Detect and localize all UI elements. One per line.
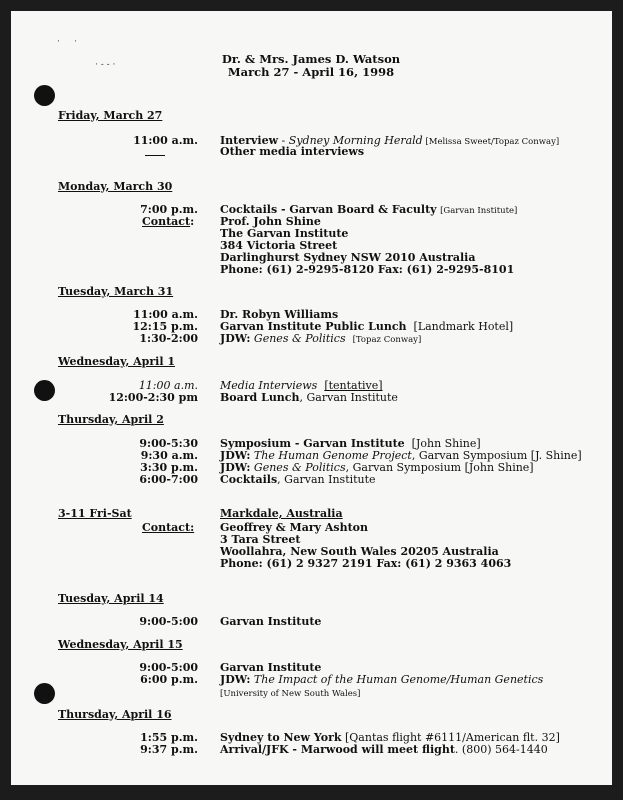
contact-street: 3 Tara Street	[220, 533, 301, 546]
event-time: 9:00-5:00	[139, 615, 198, 628]
event-text: Symposium - Garvan Institute [John Shine]	[220, 437, 481, 450]
event-time: 12:00-2:30 pm	[108, 391, 198, 404]
contact-city: Darlinghurst Sydney NSW 2010 Australia	[220, 251, 476, 264]
event-text: JDW: Genes & Politics, Garvan Symposium [John Shine]	[220, 461, 534, 474]
event-text: Arrival/JFK - Marwood will meet flight. (800) 564-1440	[220, 743, 548, 756]
day-heading: Wednesday, April 15	[58, 638, 183, 651]
event-time: 9:37 p.m.	[140, 743, 198, 756]
event-time: 9:00-5:30	[139, 437, 198, 450]
event-time: 11:00 a.m.	[133, 308, 198, 321]
contact-label: Contact:	[142, 215, 195, 228]
event-time: 7:00 p.m.	[140, 203, 198, 216]
day-heading: Tuesday, April 14	[58, 592, 164, 605]
event-note: [University of New South Wales]	[220, 689, 361, 699]
event-time: 6:00-7:00	[139, 473, 198, 486]
event-text: Cocktails, Garvan Institute	[220, 473, 376, 486]
contact-phone: Phone: (61) 2-9295-8120 Fax: (61) 2-9295-8101	[220, 263, 515, 276]
event-time: 1:30-2:00	[139, 332, 198, 345]
contact-label: Contact:	[142, 521, 195, 534]
event-time: 11:00 a.m.	[138, 379, 198, 392]
contact-city: Woollahra, New South Wales 20205 Australia	[220, 545, 499, 558]
contact-street: 384 Victoria Street	[220, 239, 338, 252]
event-text: Board Lunch, Garvan Institute	[220, 391, 398, 404]
event-time: 12:15 p.m.	[132, 320, 198, 333]
punch-hole	[34, 683, 55, 704]
event-text: Other media interviews	[220, 145, 365, 158]
event-text: Sydney to New York [Qantas flight #6111/American flt. 32]	[220, 731, 560, 744]
contact-name: Prof. John Shine	[220, 215, 321, 228]
day-heading: Tuesday, March 31	[58, 285, 174, 298]
event-text: Garvan Institute	[220, 615, 322, 628]
day-heading: Thursday, April 16	[58, 708, 172, 721]
event-text: Dr. Robyn Williams	[220, 308, 339, 321]
day-heading: Monday, March 30	[58, 180, 173, 193]
event-text: JDW: The Human Genome Project, Garvan Symposium [J. Shine]	[220, 449, 582, 462]
event-time: 9:00-5:00	[139, 661, 198, 674]
contact-name: Geoffrey & Mary Ashton	[220, 521, 368, 534]
day-heading: Thursday, April 2	[58, 413, 164, 426]
day-heading: Friday, March 27	[58, 109, 163, 122]
day-heading: Wednesday, April 1	[58, 355, 176, 368]
event-text: JDW: The Impact of the Human Genome/Human Genetics	[220, 673, 544, 686]
event-time: 11:00 a.m.	[133, 134, 198, 147]
event-text: Cocktails - Garvan Board & Faculty [Garvan Institute]	[220, 203, 518, 216]
header-name: Dr. & Mrs. James D. Watson	[221, 52, 401, 66]
contact-phone: Phone: (61) 2 9327 2191 Fax: (61) 2 9363 4063	[220, 557, 512, 570]
event-text: Garvan Institute	[220, 661, 322, 674]
punch-hole	[34, 85, 55, 106]
day-heading: 3-11 Fri-Sat	[58, 507, 132, 520]
event-text: JDW: Genes & Politics [Topaz Conway]	[220, 332, 422, 345]
event-time: 6:00 p.m.	[140, 673, 198, 686]
header-dates: March 27 - April 16, 1998	[227, 65, 395, 79]
event-text: Media Interviews [tentative]	[220, 379, 383, 392]
event-text: Interview - Sydney Morning Herald [Melissa Sweet/Topaz Conway]	[220, 134, 560, 147]
event-time: 3:30 p.m.	[140, 461, 198, 474]
stray-mark: · - - ·	[95, 60, 116, 70]
event-time: 9:30 a.m.	[140, 449, 198, 462]
blank-time-line	[145, 154, 165, 156]
document-page	[11, 11, 612, 785]
event-time: 1:55 p.m.	[140, 731, 198, 744]
event-text: Garvan Institute Public Lunch [Landmark Hotel]	[220, 320, 514, 333]
trip-place: Markdale, Australia	[220, 507, 343, 520]
stray-mark: · ·	[57, 37, 78, 47]
contact-org: The Garvan Institute	[220, 227, 349, 240]
